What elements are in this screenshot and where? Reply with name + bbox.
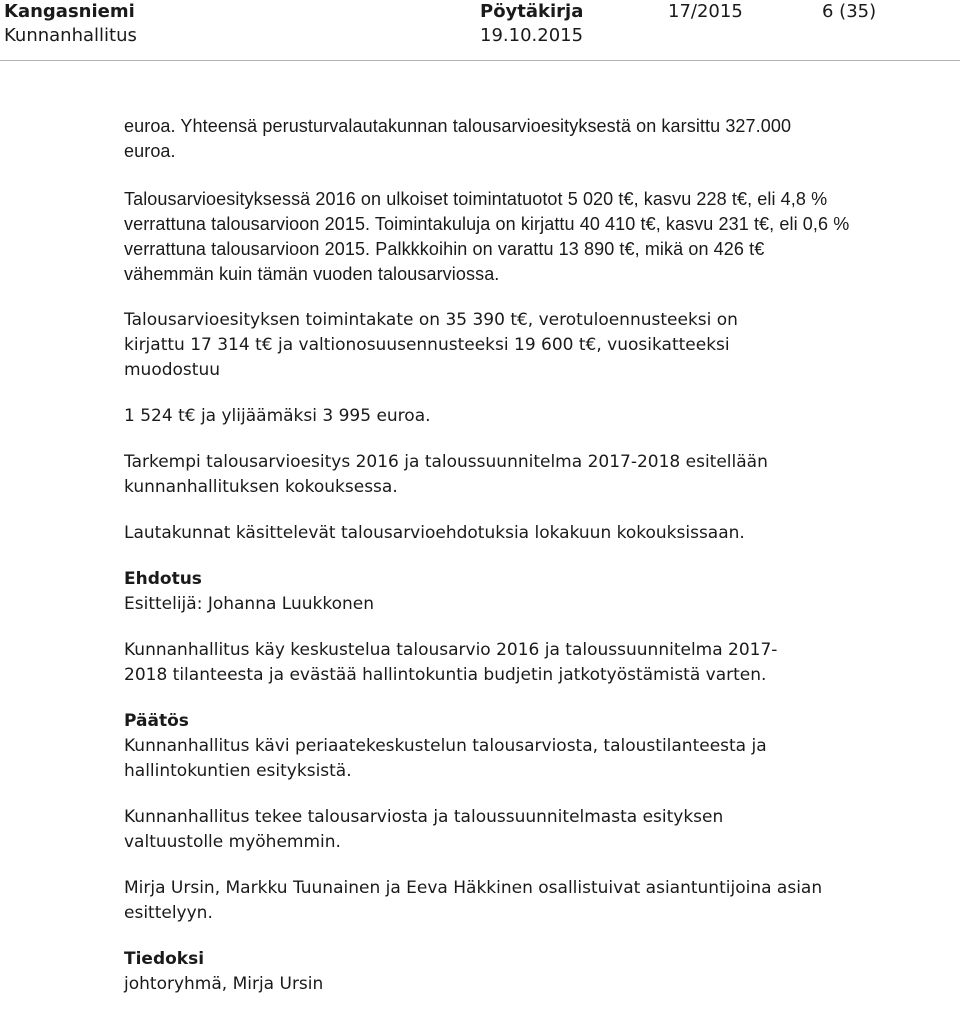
document-body [124, 114, 864, 997]
document-number: 17/2015 [668, 1, 743, 22]
paragraph-operating-margin: Talousarvioesityksen toimintakate on 35 390 t€, verotuloennusteeksi on kirjattu 17 314 t€ ja valtionosuusennusteeksi 19 600 t€, vuosikatteeksi muodostuu [124, 310, 738, 380]
paragraph-committees: Lautakunnat käsittelevät talousarvioehdotuksia lokakuun kokouksissaan. [124, 523, 745, 543]
page-number: 6 (35) [822, 1, 877, 22]
section-heading-paatos: Päätös [124, 711, 189, 731]
section-heading-ehdotus: Ehdotus [124, 569, 202, 589]
decision-text-3: Mirja Ursin, Markku Tuunainen ja Eeva Häkkinen osallistuivat asiantuntijoina asian esittelyyn. [124, 878, 823, 923]
paragraph-budget-cut: euroa. Yhteensä perusturvalautakunnan talousarvioesityksestä on karsittu 327.000 euroa. [124, 116, 792, 161]
proposal-text: Kunnanhallitus käy keskustelua talousarvio 2016 ja taloussuunnitelma 2017-2018 tilanteesta ja evästää hallintokuntia budjetin jatkotyöstämistä varten. [124, 640, 778, 685]
document-type: Pöytäkirja [480, 1, 584, 22]
distribution-list: johtoryhmä, Mirja Ursin [124, 974, 324, 994]
decision-text-2: Kunnanhallitus tekee talousarviosta ja taloussuunnitelmasta esityksen valtuustolle myöhemmin. [124, 807, 724, 852]
paragraph-operating-figures: Talousarvioesityksessä 2016 on ulkoiset toimintatuotot 5 020 t€, kasvu 228 t€, eli 4,8 % verrattuna talousarvioon 2015. Toimintakuluja on kirjattu 40 410 t€, kasvu 231 t€, eli 0,6 % verrattuna talousarvioon 2015. Palkkkoihin on varattu 13 890 t€, mikä on 426 t€ vähemmän kuin tämän vuoden talousarviossa. [124, 189, 850, 284]
organ-name: Kunnanhallitus [4, 25, 137, 46]
paragraph-detailed-budget: Tarkempi talousarvioesitys 2016 ja taloussuunnitelma 2017-2018 esitellään kunnanhallituksen kokouksessa. [124, 452, 768, 497]
municipality-name: Kangasniemi [4, 1, 135, 22]
meeting-date: 19.10.2015 [480, 25, 584, 46]
page-header [0, 0, 960, 60]
paragraph-surplus: 1 524 t€ ja ylijäämäksi 3 995 euroa. [124, 406, 431, 426]
section-heading-tiedoksi: Tiedoksi [124, 949, 205, 969]
presenter-line: Esittelijä: Johanna Luukkonen [124, 594, 375, 614]
header-divider [0, 60, 960, 61]
decision-text-1: Kunnanhallitus kävi periaatekeskustelun talousarviosta, taloustilanteesta ja hallintokuntien esityksistä. [124, 736, 767, 781]
